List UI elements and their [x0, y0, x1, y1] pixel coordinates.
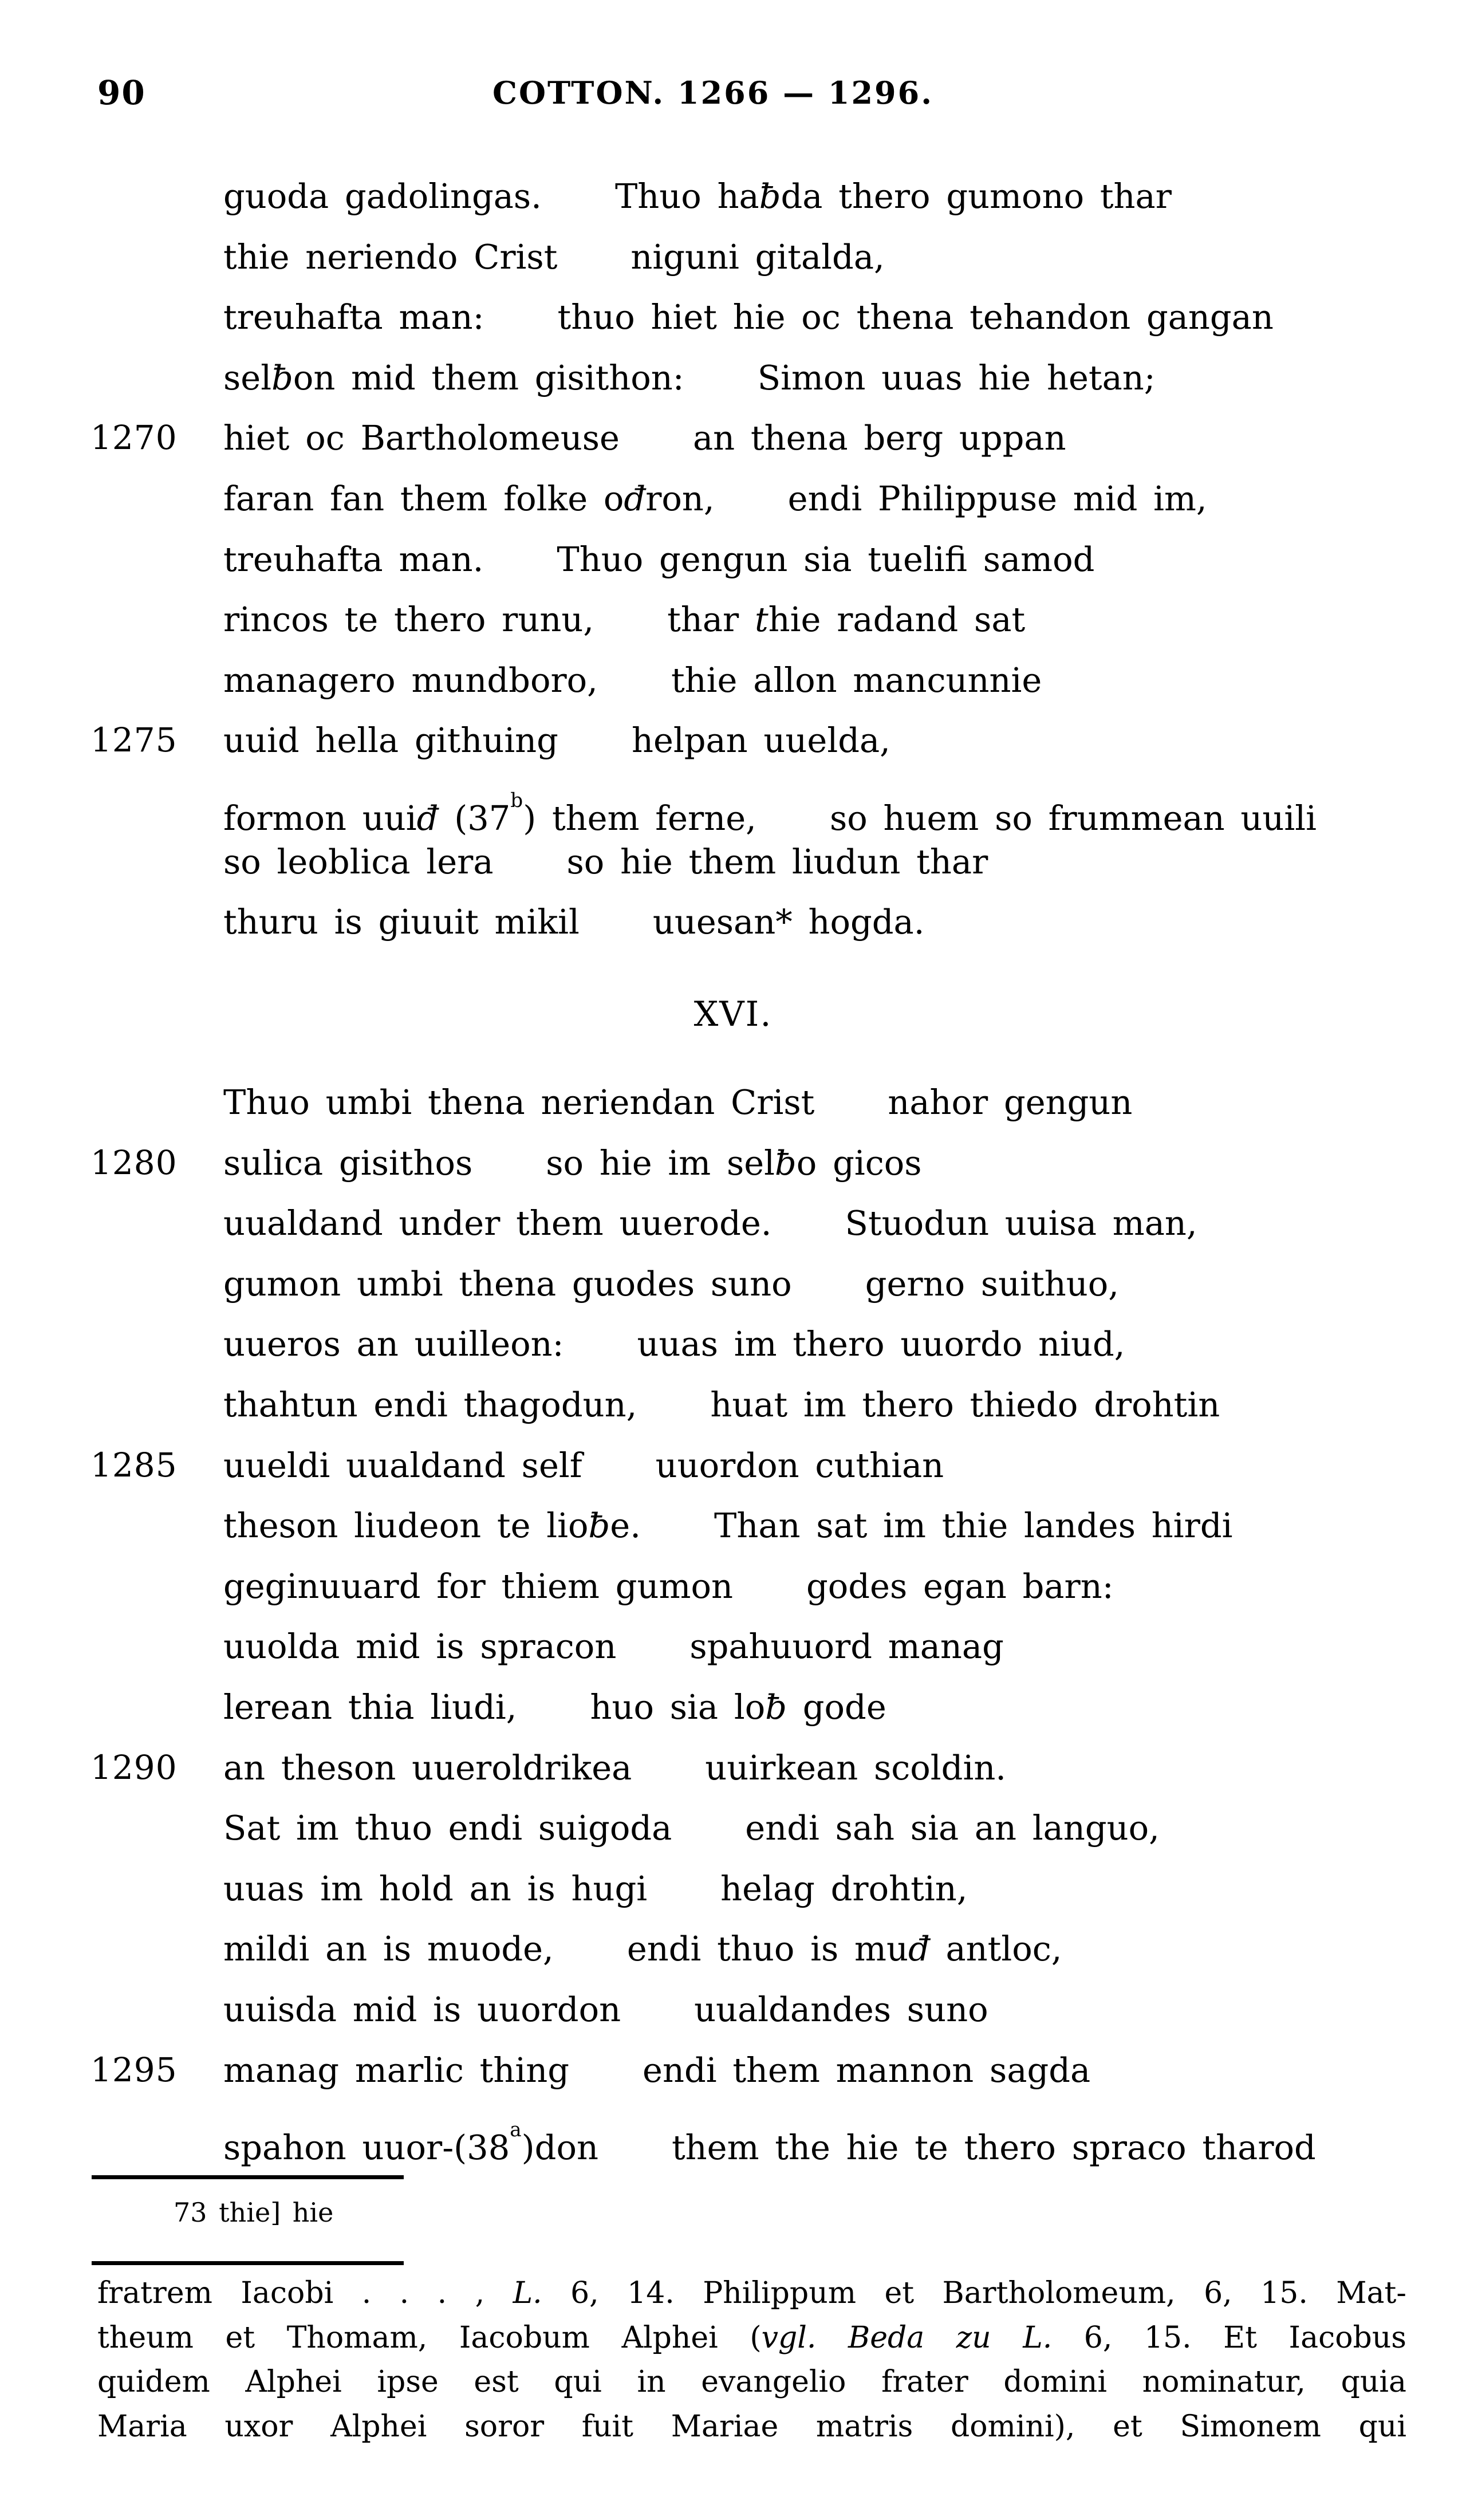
commentary-block: [97, 2271, 1406, 2449]
verse-text: thahtun endi thagodun,: [223, 1384, 637, 1424]
hemistich-b: [643, 2050, 1090, 2090]
verse-text: uuolda mid is spracon: [223, 1627, 617, 1667]
commentary-text: 6, 14. Philippum et Bartholomeum, 6, 15. Mat-: [542, 2276, 1406, 2310]
hemistich-a: [223, 1687, 517, 1727]
footnote-apparatus: 73 thie] hie: [174, 2197, 334, 2228]
verse-text: endi sah sia an languo,: [745, 1808, 1160, 1848]
verse-text: thar: [667, 600, 755, 640]
hemistich-a: [223, 1506, 641, 1545]
hemistich-b: [705, 1748, 1006, 1787]
hemistich-b: [788, 479, 1207, 518]
verse-text: )don: [521, 2128, 598, 2168]
verse-text: faran fan them folke o: [223, 478, 624, 518]
verse-line: [0, 1798, 1466, 1858]
hemistich-a: [223, 2119, 598, 2168]
verse-text: huat im thero thiedo drohtin: [710, 1384, 1220, 1424]
hemistich-a: [223, 1990, 621, 2029]
verse-text: spahon uuor-(38: [223, 2128, 510, 2168]
hemistich-b: [710, 1385, 1220, 1424]
verse-text: ) them ferne,: [523, 798, 756, 838]
hemistich-b: [590, 1687, 886, 1727]
emended-letter: đ: [624, 478, 646, 518]
verse-text: niguni gitalda,: [630, 237, 885, 277]
verse-text: helpan uuelda,: [631, 720, 890, 761]
hemistich-b: [630, 237, 884, 277]
hemistich-a: [223, 1808, 672, 1848]
verse-block-1: [0, 166, 1466, 952]
hemistich-a: [223, 1082, 814, 1122]
verse-text: ron,: [645, 478, 715, 518]
verse-text: da thero gumono thar: [781, 176, 1172, 216]
verse-text: uuesan* hogda.: [652, 902, 925, 942]
verse-line-number: 1275: [90, 720, 178, 760]
verse-text: hiet oc Bartholomeuse: [223, 418, 620, 458]
verse-text: uuas im hold an is hugi: [223, 1868, 648, 1908]
hemistich-a: [223, 1324, 564, 1364]
hemistich-a: [223, 1869, 647, 1908]
verse-line: [0, 1254, 1466, 1314]
hemistich-b: [714, 1506, 1232, 1545]
verse-text: thuru is giuuit mikil: [223, 902, 580, 942]
verse-text: guoda gadolingas.: [223, 176, 542, 216]
verse-text: uueldi uualdand self: [223, 1445, 582, 1485]
commentary-line: [97, 2360, 1406, 2405]
hemistich-a: [223, 176, 542, 216]
verse-line: [0, 1616, 1466, 1677]
hemistich-a: [223, 1748, 632, 1787]
hemistich-b: [888, 1082, 1132, 1122]
verse-text: an thena berg uppan: [692, 418, 1066, 458]
verse-line: [0, 650, 1466, 711]
commentary-text: theum et Thomam, Iacobum Alphei (: [97, 2320, 762, 2355]
verse-text: antloc,: [929, 1929, 1062, 1969]
emended-letter: đ: [908, 1929, 930, 1969]
verse-line: [0, 166, 1466, 227]
hemistich-b: [627, 1929, 1062, 1968]
footnote-rule-top: [92, 2175, 404, 2179]
verse-text: thie allon mancunnie: [671, 660, 1042, 700]
verse-text: Stuodun uuisa man,: [845, 1203, 1197, 1243]
verse-line: [0, 1556, 1466, 1617]
hemistich-a: [223, 1446, 582, 1485]
hemistich-b: [615, 176, 1172, 216]
footnote-rule-bottom: [92, 2261, 404, 2265]
hemistich-b: [567, 842, 988, 881]
section-heading: XVI.: [693, 994, 773, 1034]
hemistich-b: [632, 720, 890, 760]
hemistich-b: [671, 660, 1042, 700]
commentary-text: fratrem Iacobi . . . ,: [97, 2276, 513, 2310]
emended-letter: ƀ: [765, 1687, 787, 1727]
verse-line: [0, 771, 1466, 838]
verse-text: hie radand sat: [768, 600, 1026, 640]
commentary-line: [97, 2405, 1406, 2450]
verse-line: [0, 1919, 1466, 1979]
hemistich-b: [557, 540, 1094, 579]
page-number: 90: [97, 73, 146, 112]
verse-text: thuo hiet hie oc thena tehandon gangan: [557, 297, 1274, 337]
commentary-line: [97, 2316, 1406, 2361]
verse-text: mildi an is muode,: [223, 1929, 554, 1969]
verse-text: gumon umbi thena guodes suno: [223, 1263, 792, 1304]
verse-line-number: 1290: [90, 1747, 178, 1787]
manuscript-folio-ref: b: [510, 789, 523, 812]
verse-line-number: 1295: [90, 2050, 178, 2089]
emended-letter: vgl. Beda zu L.: [761, 2320, 1053, 2355]
verse-line: [0, 2100, 1466, 2168]
verse-text: gode: [787, 1687, 886, 1727]
verse-line: [0, 1072, 1466, 1133]
verse-text: Thuo umbi thena neriendan Crist: [223, 1082, 815, 1122]
hemistich-a: [223, 237, 557, 277]
hemistich-a: [223, 1203, 772, 1243]
verse-text: (37: [438, 798, 511, 838]
hemistich-a: [223, 842, 494, 881]
hemistich-a: [223, 479, 715, 518]
verse-text: endi Philippuse mid im,: [787, 478, 1207, 518]
verse-text: godes egan barn:: [806, 1566, 1114, 1606]
verse-line: [0, 1193, 1466, 1254]
verse-line: [0, 468, 1466, 529]
verse-text: o gicos: [796, 1143, 922, 1183]
running-title: COTTON. 1266 — 1296.: [492, 74, 933, 111]
verse-text: so hie im sel: [546, 1143, 775, 1183]
verse-text: managero mundboro,: [223, 660, 598, 700]
emended-letter: ƀ: [588, 1506, 610, 1546]
verse-line: [0, 710, 1466, 771]
verse-line: [0, 2040, 1466, 2101]
hemistich-a: [223, 418, 620, 458]
verse-text: Than sat im thie landes hirdi: [714, 1506, 1233, 1546]
hemistich-b: [656, 1446, 944, 1485]
verse-text: lerean thia liudi,: [223, 1687, 517, 1727]
verse-text: Simon uuas hie hetan;: [757, 357, 1156, 397]
verse-line: [0, 1435, 1466, 1496]
verse-line: [0, 227, 1466, 288]
verse-text: treuhafta man:: [223, 297, 484, 337]
hemistich-b: [693, 418, 1066, 458]
verse-text: nahor gengun: [888, 1082, 1133, 1122]
verse-line-number: 1280: [90, 1143, 178, 1182]
hemistich-a: [223, 902, 580, 942]
emended-letter: t: [754, 600, 769, 640]
emended-letter: ƀ: [775, 1143, 797, 1183]
verse-text: Sat im thuo endi suigoda: [223, 1808, 672, 1848]
verse-text: uuordon cuthian: [655, 1445, 944, 1485]
verse-text: endi thuo is mu: [626, 1929, 908, 1969]
verse-text: an theson uueroldrikea: [223, 1747, 632, 1787]
verse-text: endi them mannon sagda: [643, 2050, 1091, 2090]
hemistich-b: [745, 1808, 1160, 1848]
verse-text: Thuo ha: [614, 176, 759, 216]
hemistich-b: [694, 1990, 988, 2029]
verse-text: theson liudeon te lio: [223, 1506, 589, 1546]
verse-text: uuirkean scoldin.: [705, 1747, 1007, 1787]
hemistich-b: [758, 358, 1156, 397]
verse-text: so hie them liudun thar: [566, 841, 988, 881]
hemistich-b: [667, 600, 1025, 639]
commentary-line: [97, 2271, 1406, 2316]
verse-text: huo sia lo: [590, 1687, 766, 1727]
verse-line: [0, 529, 1466, 590]
verse-text: gerno suithuo,: [865, 1263, 1119, 1304]
verse-text: uueros an uuilleon:: [223, 1324, 564, 1364]
verse-line: [0, 408, 1466, 468]
manuscript-folio-ref: a: [510, 2119, 522, 2142]
verse-text: spahuuord manag: [689, 1627, 1004, 1667]
verse-text: sel: [223, 357, 272, 397]
verse-text: Thuo gengun sia tuelifi samod: [557, 539, 1095, 579]
verse-text: uualdand under them uuerode.: [223, 1203, 772, 1243]
hemistich-a: [223, 1566, 733, 1606]
verse-text: helag drohtin,: [720, 1868, 968, 1908]
hemistich-a: [223, 1143, 472, 1183]
verse-line: [0, 287, 1466, 348]
hemistich-b: [720, 1869, 967, 1908]
verse-text: so huem so frummean uuili: [829, 798, 1317, 838]
hemistich-a: [223, 297, 484, 337]
verse-line-number: 1270: [90, 418, 178, 458]
verse-text: uuid hella githuing: [223, 720, 558, 761]
verse-text: them the hie te thero spraco tharod: [671, 2128, 1316, 2168]
emended-letter: ƀ: [271, 357, 293, 397]
commentary-text: 6, 15. Et Iacobus: [1052, 2320, 1406, 2355]
verse-text: sulica gisithos: [223, 1143, 473, 1183]
verse-text: manag marlic thing: [223, 2050, 570, 2090]
verse-line: [0, 1495, 1466, 1556]
hemistich-b: [806, 1566, 1114, 1606]
hemistich-a: [223, 2050, 569, 2090]
hemistich-a: [223, 1264, 792, 1304]
verse-text: thie neriendo Crist: [223, 237, 558, 277]
hemistich-b: [637, 1324, 1125, 1364]
hemistich-a: [223, 600, 594, 639]
verse-text: uuisda mid is uuordon: [223, 1989, 621, 2029]
hemistich-b: [672, 2128, 1316, 2167]
verse-line: [0, 1375, 1466, 1435]
hemistich-a: [223, 540, 483, 579]
emended-letter: L.: [513, 2276, 542, 2310]
emended-letter: đ: [416, 798, 439, 838]
verse-text: uuas im thero uuordo niud,: [637, 1324, 1125, 1364]
emended-letter: ƀ: [759, 176, 781, 216]
verse-line-number: 1285: [90, 1445, 178, 1485]
hemistich-b: [653, 902, 925, 942]
verse-line: [0, 1858, 1466, 1919]
hemistich-a: [223, 358, 684, 397]
hemistich-a: [223, 660, 598, 700]
verse-text: treuhafta man.: [223, 539, 484, 579]
hemistich-b: [557, 297, 1273, 337]
commentary-text: Maria uxor Alphei soror fuit Mariae matris domini), et Simonem qui: [97, 2409, 1406, 2444]
verse-text: uualdandes suno: [694, 1989, 988, 2029]
verse-text: so leoblica lera: [223, 841, 494, 881]
verse-line: [0, 1677, 1466, 1738]
hemistich-b: [865, 1264, 1119, 1304]
verse-line: [0, 1314, 1466, 1375]
verse-line: [0, 589, 1466, 650]
hemistich-a: [223, 1385, 637, 1424]
verse-line: [0, 1133, 1466, 1194]
verse-block-2: [0, 1072, 1466, 2168]
verse-line: [0, 892, 1466, 952]
verse-line: [0, 1979, 1466, 2040]
verse-line: [0, 832, 1466, 892]
verse-text: geginuuard for thiem gumon: [223, 1566, 733, 1606]
verse-text: on mid them gisithon:: [293, 357, 684, 397]
hemistich-a: [223, 720, 558, 760]
hemistich-a: [223, 1627, 616, 1666]
verse-line: [0, 1738, 1466, 1798]
verse-line: [0, 348, 1466, 408]
verse-text: formon uui: [223, 798, 417, 838]
hemistich-b: [845, 1203, 1197, 1243]
verse-text: rincos te thero runu,: [223, 600, 594, 640]
hemistich-b: [689, 1627, 1004, 1666]
verse-text: e.: [610, 1506, 641, 1546]
hemistich-b: [546, 1143, 921, 1183]
hemistich-a: [223, 1929, 554, 1968]
commentary-text: quidem Alphei ipse est qui in evangelio frater domini nominatur, quia: [97, 2365, 1406, 2399]
